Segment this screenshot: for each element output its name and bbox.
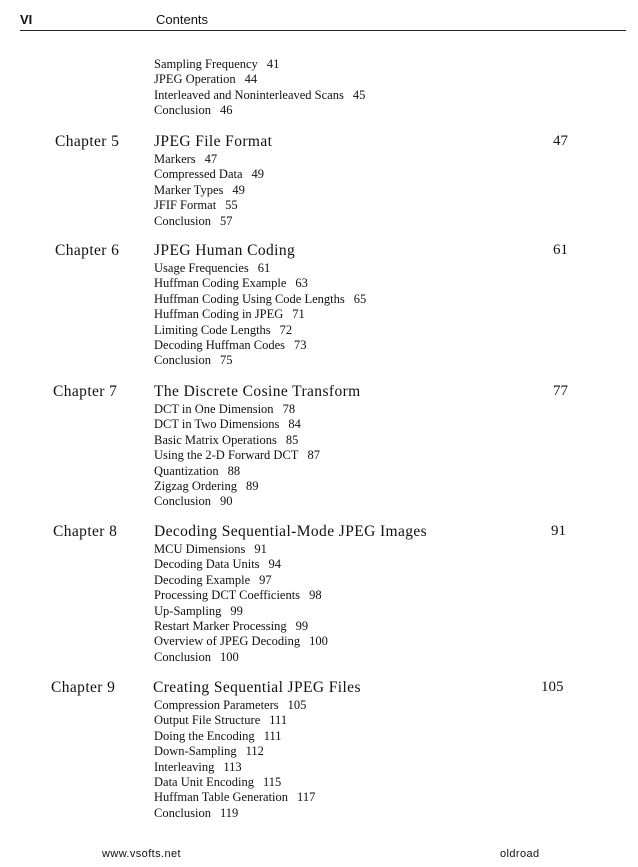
toc-entry-title: Huffman Coding in JPEG (154, 307, 284, 322)
chapter-label: Chapter 5 (55, 133, 120, 150)
footer-website: www.vsofts.net (102, 848, 181, 860)
toc-entry-title: JFIF Format (154, 198, 217, 213)
toc-entry-page: 46 (219, 103, 233, 118)
toc-entry-page: 105 (287, 698, 307, 712)
toc-entry-title: Decoding Example (154, 572, 251, 587)
toc-entry-title: Overview of JPEG Decoding (154, 634, 301, 649)
toc-entry-title: Up-Sampling (154, 603, 222, 618)
toc-entry-title: Processing DCT Coefficients (154, 588, 301, 603)
header-title: Contents (156, 12, 209, 27)
toc-entry (154, 353, 232, 368)
toc-entry-title: Markers (154, 152, 196, 166)
chapter-label: Chapter 9 (51, 679, 116, 696)
toc-entry (154, 72, 257, 87)
toc-entry (154, 323, 292, 338)
toc-entry (154, 417, 301, 432)
chapter-page-number: 105 (541, 679, 564, 695)
toc-entry-page: 94 (268, 557, 282, 572)
toc-entry-page: 97 (259, 572, 272, 587)
toc-entry-page: 111 (263, 728, 282, 743)
header-page-number: VI (20, 12, 33, 27)
toc-entry-title: Decoding Data Units (154, 557, 260, 572)
toc-entry-page: 72 (279, 322, 293, 337)
toc-entry-title: Output File Structure (154, 713, 261, 728)
toc-entry-title: Data Unit Encoding (154, 775, 254, 789)
toc-entry-page: 49 (251, 167, 265, 182)
toc-entry-page: 55 (225, 198, 238, 213)
toc-entry-page: 45 (352, 87, 366, 102)
toc-entry-page: 84 (288, 417, 301, 432)
toc-entry-page: 63 (295, 276, 308, 291)
toc-entry-title: Quantization (154, 463, 219, 478)
toc-entry-page: 90 (219, 494, 233, 509)
toc-entry-title: Compressed Data (154, 167, 243, 182)
toc-entry-title: DCT in Two Dimensions (154, 417, 280, 432)
chapter-title: Creating Sequential JPEG Files (153, 679, 361, 696)
toc-entry (154, 790, 315, 805)
toc-entry-page: 89 (245, 479, 259, 493)
toc-entry-page: 85 (285, 432, 299, 447)
toc-entry-title: Conclusion (154, 649, 211, 664)
toc-entry-page: 117 (297, 790, 316, 805)
chapter-page-number: 91 (551, 523, 566, 539)
toc-entry-title: Conclusion (154, 213, 211, 228)
toc-entry-page: 73 (294, 338, 307, 352)
toc-entry-title: Conclusion (154, 805, 211, 820)
toc-entry-title: DCT in One Dimension (154, 402, 274, 416)
toc-entry (154, 167, 264, 182)
toc-entry-title: Down-Sampling (154, 744, 237, 759)
toc-entry-page: 100 (219, 649, 239, 664)
toc-entry-title: Doing the Encoding (154, 728, 255, 743)
header-rule (20, 30, 626, 31)
toc-entry-page: 47 (204, 152, 218, 166)
toc-entry (154, 183, 245, 198)
toc-entry-page: 111 (269, 713, 288, 728)
toc-entry-page: 71 (292, 307, 305, 322)
footer-credit: oldroad (500, 848, 540, 860)
toc-entry (154, 261, 270, 276)
toc-entry-page: 99 (295, 619, 309, 633)
toc-entry-title: Limiting Code Lengths (154, 322, 271, 337)
toc-entry (154, 198, 238, 213)
toc-entry (154, 557, 281, 572)
toc-entry (154, 57, 279, 72)
toc-entry-title: Huffman Coding Using Code Lengths (154, 291, 345, 306)
toc-entry (154, 88, 365, 103)
toc-entry-title: Interleaved and Noninterleaved Scans (154, 87, 344, 102)
toc-entry-title: JPEG Operation (154, 72, 236, 87)
toc-entry (154, 494, 232, 509)
toc-entry (154, 806, 238, 821)
toc-entry-page: 91 (254, 542, 267, 556)
toc-entry-title: Huffman Table Generation (154, 790, 289, 805)
toc-entry-page: 87 (307, 448, 320, 463)
chapter-page-number: 47 (553, 133, 568, 149)
toc-entry (154, 775, 281, 790)
toc-entry-title: Zigzag Ordering (154, 479, 237, 493)
toc-entry (154, 307, 305, 322)
toc-entry (154, 433, 298, 448)
toc-entry (154, 760, 242, 775)
toc-entry-page: 75 (219, 353, 233, 368)
toc-entry-title: Usage Frequencies (154, 261, 249, 275)
toc-entry-title: Conclusion (154, 103, 211, 118)
toc-entry-title: Using the 2-D Forward DCT (154, 448, 299, 463)
toc-entry-title: Sampling Frequency (154, 57, 258, 71)
toc-entry-page: 113 (223, 759, 242, 774)
toc-entry-title: Restart Marker Processing (154, 619, 287, 633)
toc-entry-title: Conclusion (154, 494, 211, 509)
toc-entry-page: 98 (309, 588, 322, 603)
toc-entry-page: 88 (227, 463, 241, 478)
toc-entry (154, 214, 232, 229)
toc-entry (154, 729, 282, 744)
toc-entry-page: 115 (262, 775, 282, 789)
running-header (0, 0, 638, 32)
toc-entry-title: Conclusion (154, 353, 211, 368)
chapter-title: JPEG File Format (154, 133, 273, 150)
chapter-label: Chapter 6 (55, 242, 120, 259)
chapter-label: Chapter 8 (53, 523, 118, 540)
toc-entry-page: 112 (245, 744, 264, 759)
toc-entry-page: 65 (353, 291, 367, 306)
chapter-title: JPEG Human Coding (154, 242, 296, 259)
toc-entry-page: 61 (257, 261, 271, 275)
toc-entry-title: Huffman Coding Example (154, 276, 287, 291)
toc-entry (154, 479, 258, 494)
toc-entry-page: 44 (244, 72, 258, 87)
toc-entry-page: 49 (232, 182, 245, 197)
toc-entry (154, 448, 320, 463)
toc-entry-page: 57 (219, 213, 233, 228)
toc-entry (154, 604, 243, 619)
toc-entry (154, 276, 308, 291)
toc-entry (154, 338, 307, 353)
toc-entry-title: MCU Dimensions (154, 542, 246, 556)
toc-entry (154, 464, 240, 479)
toc-entry (154, 744, 264, 759)
toc-entry-title: Compression Parameters (154, 698, 279, 712)
chapter-title: The Discrete Cosine Transform (154, 383, 361, 400)
toc-entry-page: 100 (309, 634, 328, 649)
chapter-label: Chapter 7 (53, 383, 118, 400)
toc-entry-title: Basic Matrix Operations (154, 432, 277, 447)
toc-entry (154, 292, 366, 307)
toc-entry-page: 119 (219, 805, 239, 820)
toc-entry (154, 619, 308, 634)
toc-entry (154, 713, 287, 728)
toc-entry (154, 698, 306, 713)
chapter-page-number: 77 (553, 383, 568, 399)
chapter-title: Decoding Sequential-Mode JPEG Images (154, 523, 428, 540)
toc-entry (154, 634, 328, 649)
toc-entry-page: 78 (282, 402, 296, 416)
toc-entry (154, 650, 239, 665)
toc-entry (154, 152, 217, 167)
toc-entry-title: Interleaving (154, 759, 215, 774)
toc-entry-page: 99 (230, 603, 243, 618)
toc-entry-title: Marker Types (154, 182, 224, 197)
toc-entry (154, 103, 232, 118)
toc-entry (154, 573, 272, 588)
toc-entry (154, 542, 267, 557)
chapter-page-number: 61 (553, 242, 568, 258)
toc-entry-title: Decoding Huffman Codes (154, 338, 285, 352)
toc-entry-page: 41 (266, 57, 280, 71)
toc-entry (154, 588, 322, 603)
toc-entry (154, 402, 295, 417)
